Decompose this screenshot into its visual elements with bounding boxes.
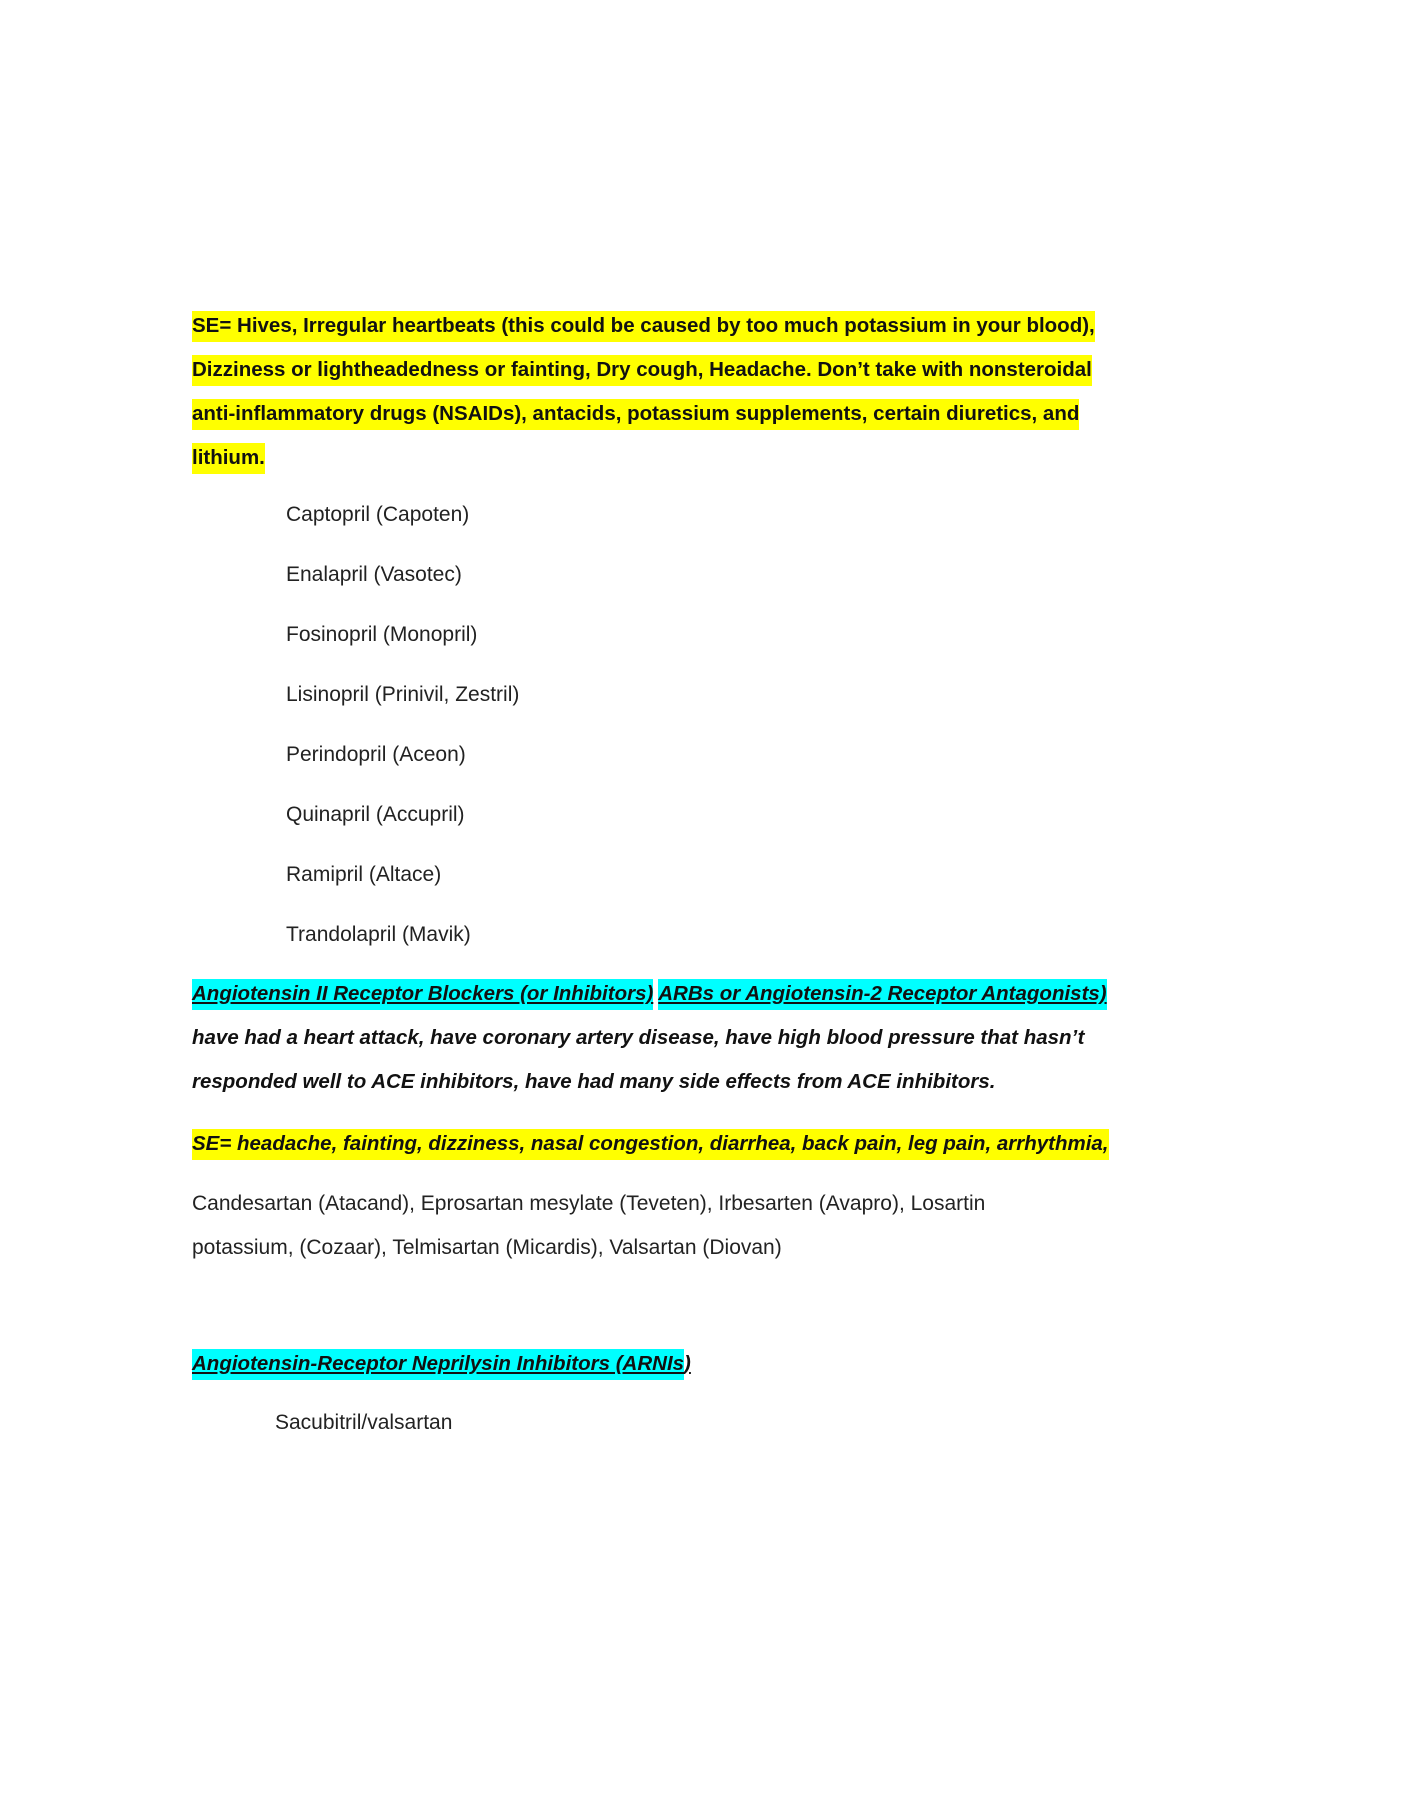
- arni-drug: Sacubitril/valsartan: [275, 1411, 453, 1434]
- drug-list-item: Enalapril (Vasotec): [286, 563, 462, 586]
- arb-heading-part1: Angiotensin II Receptor Blockers (or Inhibitors): [192, 979, 653, 1010]
- drug-list-item: Lisinopril (Prinivil, Zestril): [286, 683, 520, 706]
- arb-side-effects-text: SE= headache, fainting, dizziness, nasal congestion, diarrhea, back pain, leg pain, arrhythmia,: [192, 1129, 1109, 1160]
- arni-heading-close: ): [684, 1352, 691, 1375]
- arb-indications: have had a heart attack, have coronary artery disease, have high blood pressure that hasn’t responded well to ACE inhibitors, have had many side effects from ACE inhibitors.: [192, 1026, 1085, 1093]
- drug-list-item: Fosinopril (Monopril): [286, 623, 478, 646]
- arni-heading: [192, 1342, 691, 1386]
- arb-heading-part2: ARBs or Angiotensin-2 Receptor Antagonists): [658, 979, 1106, 1010]
- ace-side-effects-text: SE= Hives, Irregular heartbeats (this could be caused by too much potassium in your blood), Dizziness or lightheadedness or fainting, Dry cough, Headache. Don’t take with nonsteroidal anti-inflammatory drugs (NSAIDs), antacids, potassium supplements, certain diuretics, and lithium.: [192, 311, 1095, 474]
- arb-section: [192, 972, 1152, 1104]
- ace-inhibitor-drug-list: [286, 498, 519, 978]
- drug-list-item: Trandolapril (Mavik): [286, 923, 471, 946]
- arb-drug-list: Candesartan (Atacand), Eprosartan mesylate (Teveten), Irbesarten (Avapro), Losartin potassium, (Cozaar), Telmisartan (Micardis), Valsartan (Diovan): [192, 1192, 986, 1259]
- drug-list-item: Captopril (Capoten): [286, 503, 470, 526]
- arb-side-effects-paragraph: [192, 1122, 1152, 1166]
- ace-side-effects-paragraph: [192, 304, 1132, 480]
- drug-list-item: Perindopril (Aceon): [286, 743, 466, 766]
- drug-list-item: Quinapril (Accupril): [286, 803, 465, 826]
- arni-heading-text: Angiotensin-Receptor Neprilysin Inhibitors (ARNIs: [192, 1349, 684, 1380]
- drug-list-item: Ramipril (Altace): [286, 863, 442, 886]
